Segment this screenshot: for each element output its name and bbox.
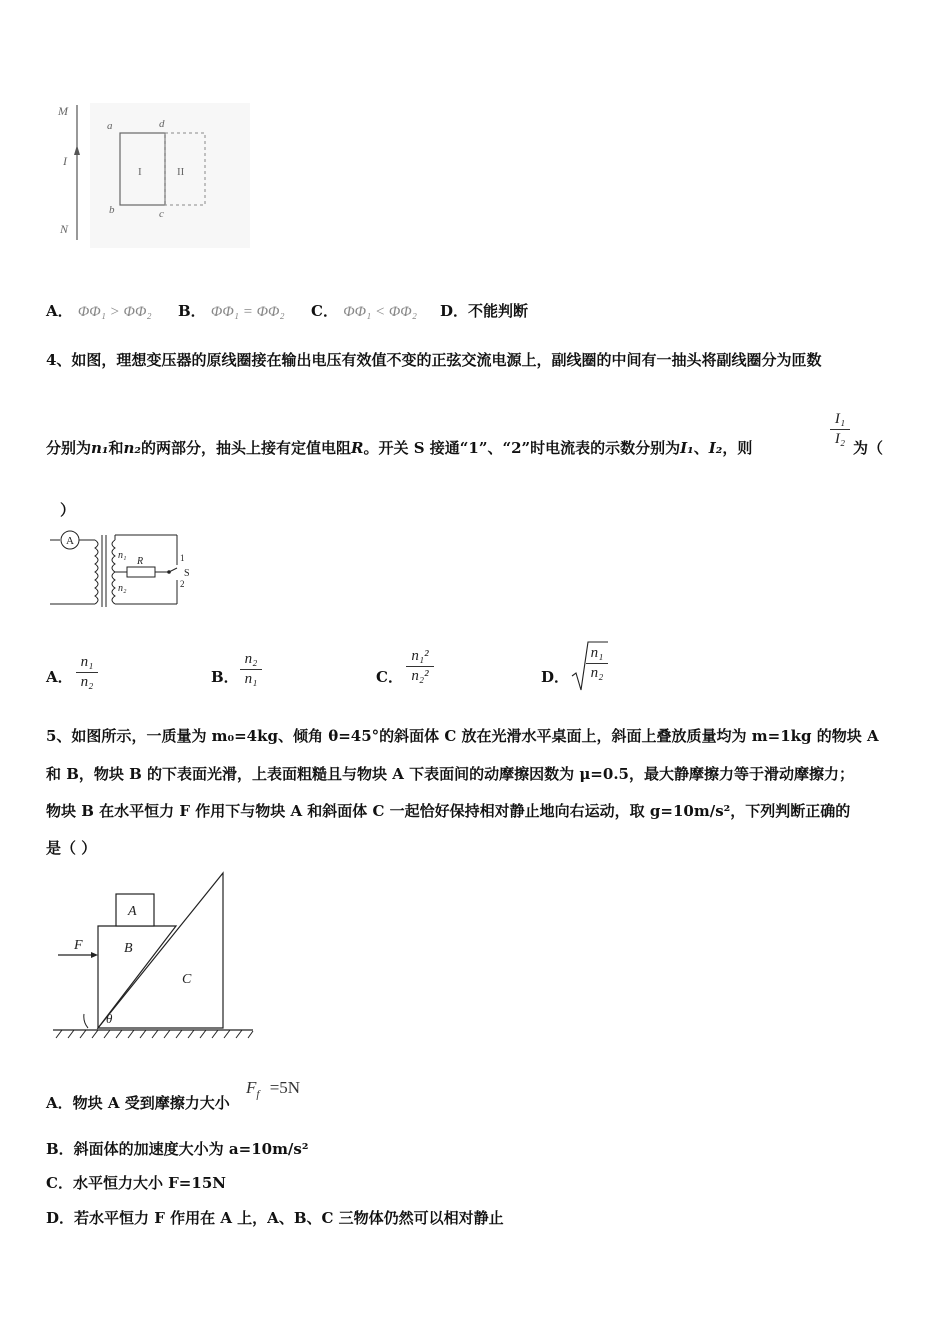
label-region-2: II [177,166,185,178]
label-M: M [58,104,68,118]
q3-option-b: B． ΦΦ₁ = ΦΦ₂ [178,302,285,320]
q5-option-a: A．物块 A 受到摩擦力大小 [46,1094,230,1112]
force-arrow-icon [91,952,98,958]
transformer-circuit [45,525,205,610]
q5-stem-line3: 物块 B 在水平恒力 F 作用下与物块 A 和斜面体 C 一起恰好保持相对静止地向右运动，取 g=10m/s²，下列判断正确的 [46,802,851,820]
q3-option-c: C． ΦΦ₁ < ΦΦ₂ [311,302,417,320]
q4-option-b-fraction: n₂ n₁ [240,651,262,688]
circuit-switch-S: S [184,568,190,579]
label-I: I [63,154,67,168]
q4-option-d-fraction: n₁ n₂ [586,645,608,682]
q4-option-c-label: C． [376,668,403,686]
incline-blocks-figure [48,868,258,1040]
label-angle-theta: θ [106,1011,113,1026]
circuit-n1: n₁ [118,550,127,561]
label-block-B: B [124,941,133,956]
label-force-F: F [74,938,83,953]
q5-stem-line4: 是（ ） [46,839,97,857]
q5-option-c: C．水平恒力大小 F=15N [46,1174,226,1192]
label-wedge-C: C [182,972,192,987]
q3-option-a: A． ΦΦ₁ > ΦΦ₂ [46,302,152,320]
ammeter-label: A [66,535,74,547]
label-N: N [60,222,69,236]
q4-stem-line1: 4、如图，理想变压器的原线圈接在输出电压有效值不变的正弦交流电源上，副线圈的中间有一抽头将副线圈分为匝数 [46,351,822,369]
label-block-A: A [128,904,137,919]
resistor-icon [127,567,155,577]
q5-stem-line1: 5、如图所示，一质量为 m₀=4kg、倾角 θ=45°的斜面体 C 放在光滑水平桌面上，斜面上叠放质量均为 m=1kg 的物块 A [46,727,879,745]
q5-option-a-formula: $F_f =5N$ [246,1078,301,1101]
q5-option-b: B．斜面体的加速度大小为 a=10m/s² [46,1140,309,1158]
label-c: c [159,208,164,220]
q5-stem-line2: 和 B，物块 B 的下表面光滑，上表面粗糙且与物块 A 下表面间的动摩擦因数为 μ=0.5，最大静摩擦力等于滑动摩擦力； [46,765,854,783]
circuit-R: R [137,556,144,567]
q4-ratio-fraction: I₁ I₂ [830,411,850,448]
label-region-1: I [138,166,142,178]
q5-option-d: D．若水平恒力 F 作用在 A 上，A、B、C 三物体仍然可以相对静止 [46,1209,504,1227]
q3-option-d: D．不能判断 [440,302,529,320]
q4-option-a-fraction: n₁ n₂ [76,654,98,691]
q3-option-a-expr: ΦΦ₁ > ΦΦ₂ [77,304,152,320]
q4-option-c-fraction: n₁² n₂² [406,648,434,685]
q4-option-a-label: A． [46,668,73,686]
circuit-terminal-2: 2 [180,579,185,589]
q4-option-b-label: B． [211,668,239,686]
circuit-terminal-1: 1 [180,553,185,563]
q4-option-d-label: D． [541,668,570,686]
magnetic-flux-figure [55,95,255,255]
q3-option-c-expr: ΦΦ₁ < ΦΦ₂ [343,304,417,320]
q4-stem-line2: 分别为n₁和n₂的两部分，抽头上接有定值电阻R。开关 S 接通“1”、“2”时电流表的示数分别为I₁、I₂，则 [46,439,753,457]
q3-option-b-expr: ΦΦ₁ = ΦΦ₂ [210,304,285,320]
label-a: a [107,120,113,132]
q4-stem-tail: 为（ [853,439,884,457]
label-d: d [159,118,165,130]
circuit-n2: n₂ [118,583,127,594]
label-b: b [109,204,115,216]
q4-stem-line3: ） [60,501,76,519]
